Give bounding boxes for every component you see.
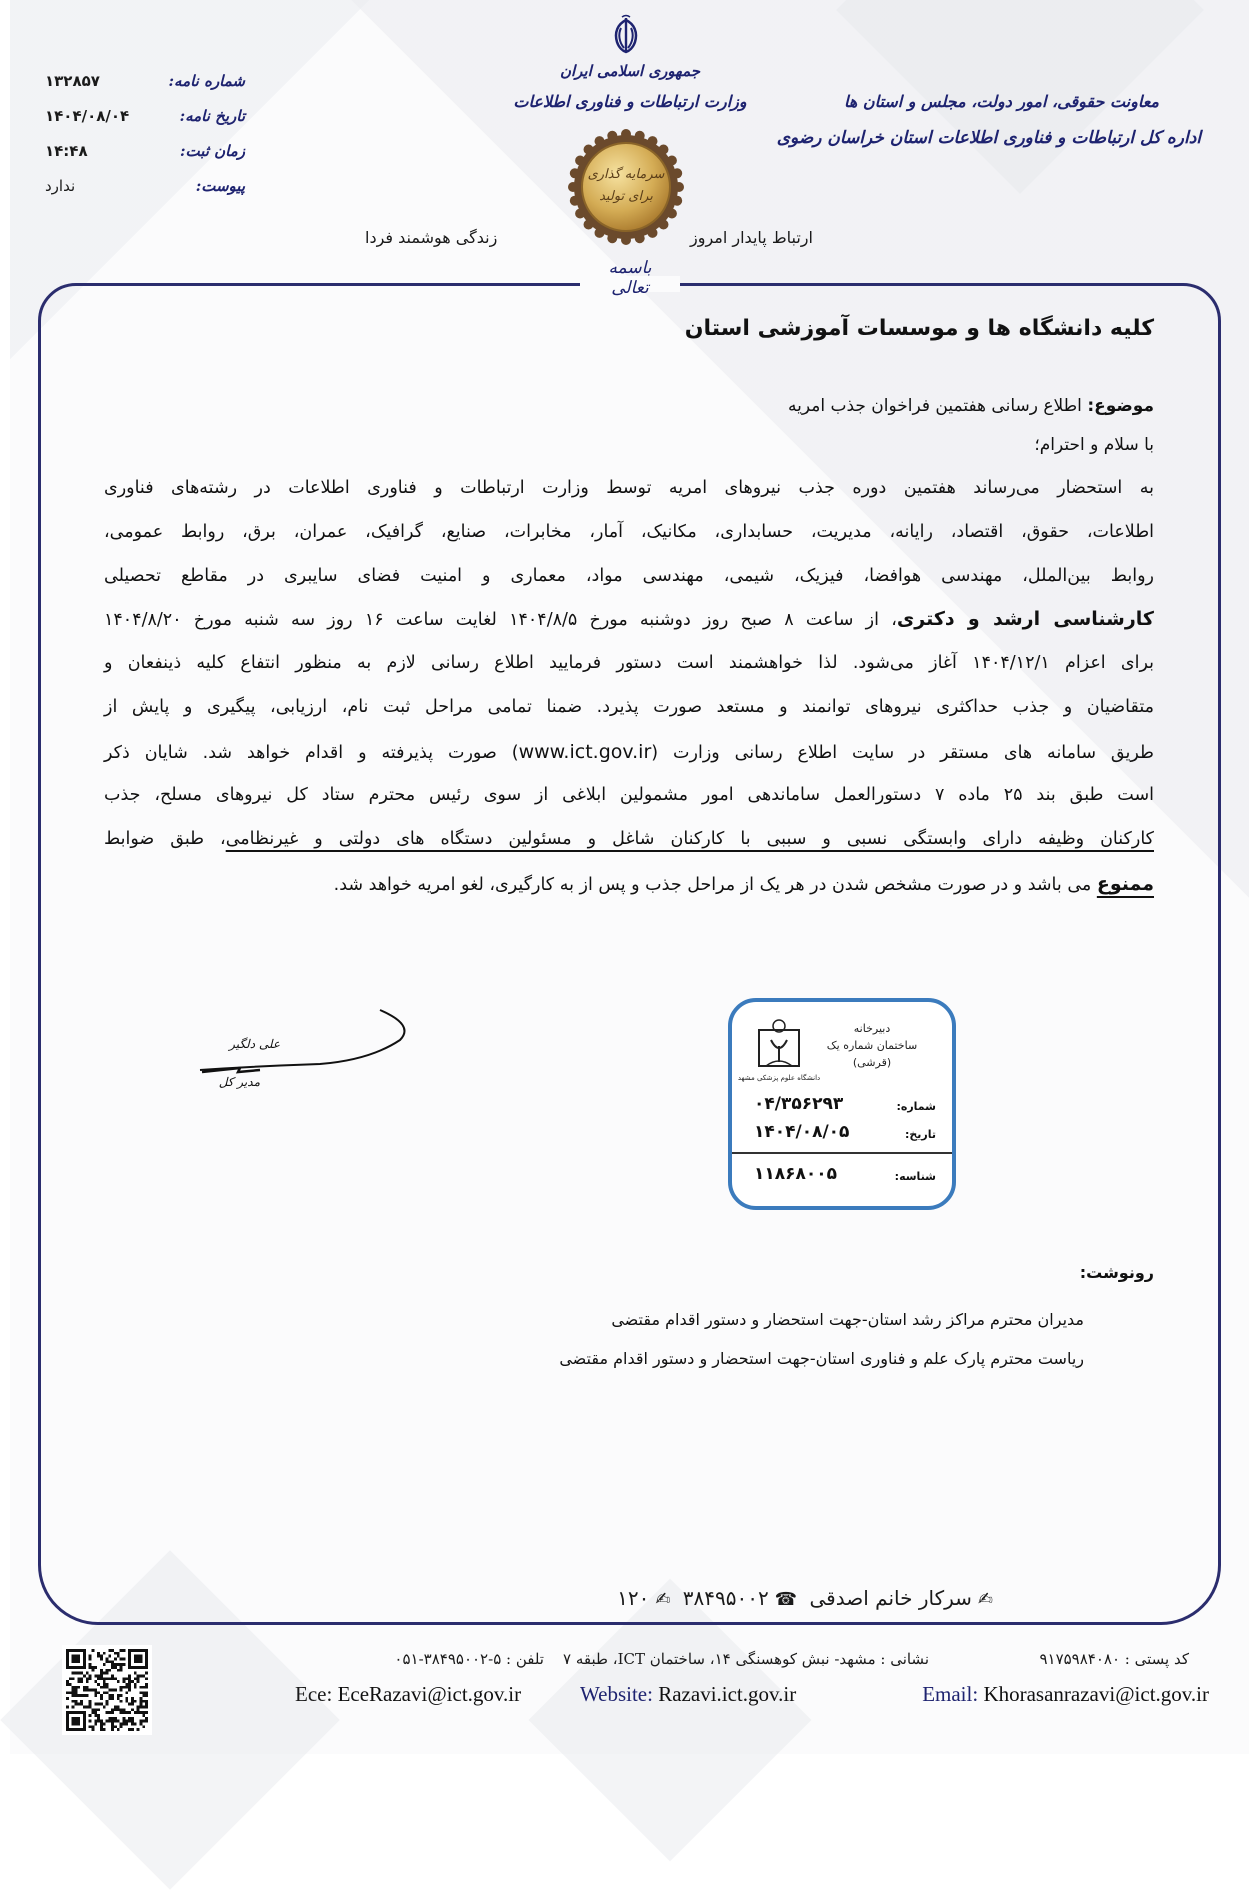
cc-item: مدیران محترم مراکز رشد استان-جهت استحضار و دستور اقدام مقتضی <box>611 1310 1084 1329</box>
gear-tooth <box>584 219 594 229</box>
slogan-left: زندگی هوشمند فردا <box>365 228 498 247</box>
body-line: به استحضار می‌رساند هفتمین دوره جذب نیروهای امریه توسط وزارت ارتباطات و فناوری اطلاعات در رشته‌های فناوری <box>104 478 1154 498</box>
country-name: جمهوری اسلامی ایران <box>559 62 701 80</box>
meta-letter-date <box>45 107 245 142</box>
body-line: است طبق بند ۲۵ ماده ۷ دستورالعمل ساماندهی امور مشمولین ابلاغی از سوی رئیس محترم ستاد کل نیروهای مسلح، جذب <box>104 785 1154 805</box>
stamp-id-row <box>740 1164 936 1190</box>
gear-tooth <box>635 233 645 243</box>
footer-website <box>580 1682 796 1707</box>
stamp-divider <box>732 1152 952 1154</box>
ministry-name: وزارت ارتباطات و فناوری اطلاعات <box>513 92 747 111</box>
cc-title: رونوشت: <box>1079 1263 1154 1282</box>
gear-tooth <box>607 131 617 141</box>
qr-code[interactable] <box>62 1645 152 1735</box>
slogan-right: ارتباط پایدار امروز <box>690 228 813 247</box>
meta-label: شماره نامه: <box>168 72 245 90</box>
gear-tooth <box>568 182 578 192</box>
email-link[interactable]: Khorasanrazavi@ict.gov.ir <box>983 1682 1209 1706</box>
gear-tooth <box>607 233 617 243</box>
org-name: اداره کل ارتباطات و فناوری اطلاعات استان خراسان رضوی <box>776 128 1201 148</box>
meta-value: ندارد <box>45 177 76 195</box>
signer-name: علی دلگیر <box>229 1037 280 1051</box>
footer-email <box>922 1682 1209 1707</box>
registry-stamp <box>728 998 956 1210</box>
university-logo-icon <box>737 1016 821 1088</box>
meta-value: ۱۴۰۴/۰۸/۰۴ <box>45 107 130 125</box>
forbidden-word: ممنوع <box>1096 873 1154 895</box>
letter-recipient: کلیه دانشگاه ها و موسسات آموزشی استان <box>684 316 1154 341</box>
stamp-id-label: شناسه: <box>894 1170 936 1183</box>
subject-text: اطلاع رسانی هفتمین فراخوان جذب امریه <box>788 396 1082 416</box>
contact-extension: ۱۲۰ <box>617 1586 650 1610</box>
stamp-building: ساختمان شماره یک <box>826 1039 918 1052</box>
body-line <box>104 829 1154 849</box>
gear-tooth <box>667 156 677 166</box>
gear-tooth <box>575 209 585 219</box>
gear-tooth <box>635 131 645 141</box>
meta-value: ۱۴:۴۸ <box>45 142 88 160</box>
stamp-number: ۰۴/۳۵۶۲۹۳ <box>754 1094 844 1114</box>
body-line <box>104 873 1154 895</box>
letter-greeting: با سلام و احترام؛ <box>1034 435 1154 455</box>
gear-tooth <box>672 168 682 178</box>
seal-text-line1: سرمایه گذاری <box>587 167 665 182</box>
body-line: روابط بین‌الملل، مهندسی هوافضا، فیزیک، شیمی، مهندسی مواد، معماری و امنیت فضای سایبری در مقاطع تحصیلی <box>104 566 1154 586</box>
body-line: اطلاعات، حقوق، اقتصاد، رایانه، مدیریت، حسابداری، مکانیک، آمار، مخابرات، صنایع، گرافیک، عمران، برق، روابط عمومی، <box>104 522 1154 542</box>
stamp-building-name: (قرشی) <box>852 1056 892 1069</box>
signature <box>200 1000 420 1100</box>
cc-item: ریاست محترم پارک علم و فناوری استان-جهت استحضار و دستور اقدام مقتضی <box>559 1349 1084 1368</box>
body-line: برای اعزام ۱۴۰۴/۱۲/۱ آغاز می‌شود. لذا خواهشمند است دستور فرمایید اطلاع رسانی لازم به منظور انتفاع کلیه ذینفعان و <box>104 653 1154 673</box>
gear-tooth <box>595 136 605 146</box>
phone-icon: ☎ <box>774 1589 798 1610</box>
body-text: ، طبق ضوابط <box>104 829 226 849</box>
email-label: Email: <box>922 1682 979 1706</box>
gear-tooth <box>575 156 585 166</box>
meta-label: پیوست: <box>195 177 245 195</box>
gear-tooth <box>621 235 631 245</box>
gear-tooth <box>595 228 605 238</box>
letter-meta <box>45 72 245 212</box>
stamp-number-label: شماره: <box>896 1100 936 1113</box>
stamp-id: ۱۱۸۶۸۰۰۵ <box>754 1164 838 1184</box>
writing-hand-icon: ✍ <box>977 1589 993 1610</box>
gear-tooth <box>672 196 682 206</box>
ece-link[interactable]: EceRazavi@ict.gov.ir <box>337 1682 522 1706</box>
body-text: ، از ساعت ۸ صبح روز دوشنبه مورخ ۱۴۰۴/۸/۵ لغایت ساعت ۱۶ روز سه شنبه مورخ ۱۴۰۴/۸/۲۰ <box>104 610 897 630</box>
footer-ece <box>295 1682 521 1707</box>
meta-value: ۱۳۲۸۵۷ <box>45 72 100 90</box>
body-line <box>104 741 1154 763</box>
svg-text:دانشگاه علوم پزشکی مشهد: دانشگاه علوم پزشکی مشهد <box>737 1074 821 1082</box>
deputy-name: معاونت حقوقی، امور دولت، مجلس و استان ها <box>844 92 1159 111</box>
subject-label: موضوع: <box>1087 396 1154 416</box>
seal-text-line2: برای تولید <box>599 189 653 204</box>
investment-seal-icon <box>567 128 685 246</box>
stamp-header <box>812 1020 932 1071</box>
gear-tooth <box>658 219 668 229</box>
stamp-office: دبیرخانه <box>853 1022 891 1035</box>
footer-address: نشانی : مشهد- نبش کوهسنگی ۱۴، ساختمان ICT، طبقه ۷ <box>563 1650 929 1668</box>
stamp-number-row <box>740 1094 936 1120</box>
iran-emblem-icon <box>608 14 644 56</box>
bismillah-heading: باسمه تعالی <box>608 258 652 298</box>
stamp-date-row <box>740 1122 936 1148</box>
gear-tooth <box>570 196 580 206</box>
meta-label: زمان ثبت: <box>179 142 245 160</box>
writing-hand-icon: ✍ <box>655 1589 671 1610</box>
meta-attachment <box>45 177 245 212</box>
contact-phone: ۳۸۴۹۵۰۰۲ <box>682 1586 769 1610</box>
restricted-clause: کارکنان وظیفه دارای وابستگی نسبی و سببی با کارکنان شاغل و مسئولین دستگاه های دولتی و غیرنظامی <box>225 829 1154 849</box>
gear-tooth <box>674 182 684 192</box>
contact-person <box>617 1586 999 1610</box>
body-text: طریق سامانه های مستقر در سایت اطلاع رسانی وزارت ( <box>651 743 1154 763</box>
website-link[interactable]: Razavi.ict.gov.ir <box>658 1682 797 1706</box>
letter-subject <box>788 396 1154 416</box>
ece-label: Ece: <box>295 1682 333 1706</box>
gear-tooth <box>570 168 580 178</box>
degree-levels: کارشناسی ارشد و دکتری <box>896 608 1154 630</box>
meta-letter-number <box>45 72 245 107</box>
body-line: متقاضیان و جذب حداکثری نیروهای توانمند و مستعد صورت پذیرد. ضمنا تمامی مراحل ثبت نام، ارزیابی، پیگیری و پایش از <box>104 697 1154 717</box>
website-label: Website: <box>580 1682 653 1706</box>
body-text: می باشد و در صورت مشخص شدن در هر یک از مراحل جذب و پس از به کارگیری، لغو امریه خواهد شد. <box>333 875 1097 895</box>
gear-tooth <box>621 129 631 139</box>
ministry-website-link[interactable]: www.ict.gov.ir <box>518 741 652 763</box>
signer-title: مدیر کل <box>218 1075 260 1089</box>
gear-tooth <box>584 145 594 155</box>
contact-name: سرکار خانم اصدقی <box>809 1586 972 1610</box>
meta-register-time <box>45 142 245 177</box>
body-text: ) صورت پذیرفته و اقدام خواهد شد. شایان ذکر <box>104 743 519 763</box>
footer-postal-code: کد پستی : ۹۱۷۵۹۸۴۰۸۰ <box>1039 1650 1189 1668</box>
gear-tooth <box>648 136 658 146</box>
stamp-date-label: تاریخ: <box>904 1128 936 1141</box>
meta-label: تاریخ نامه: <box>179 107 245 125</box>
footer-phone: تلفن : ۵-۳۸۴۹۵۰۰۲-۰۵۱ <box>394 1650 544 1668</box>
gear-tooth <box>648 228 658 238</box>
gear-tooth <box>667 209 677 219</box>
body-line <box>104 608 1154 630</box>
gear-tooth <box>658 145 668 155</box>
stamp-date: ۱۴۰۴/۰۸/۰۵ <box>754 1122 850 1142</box>
